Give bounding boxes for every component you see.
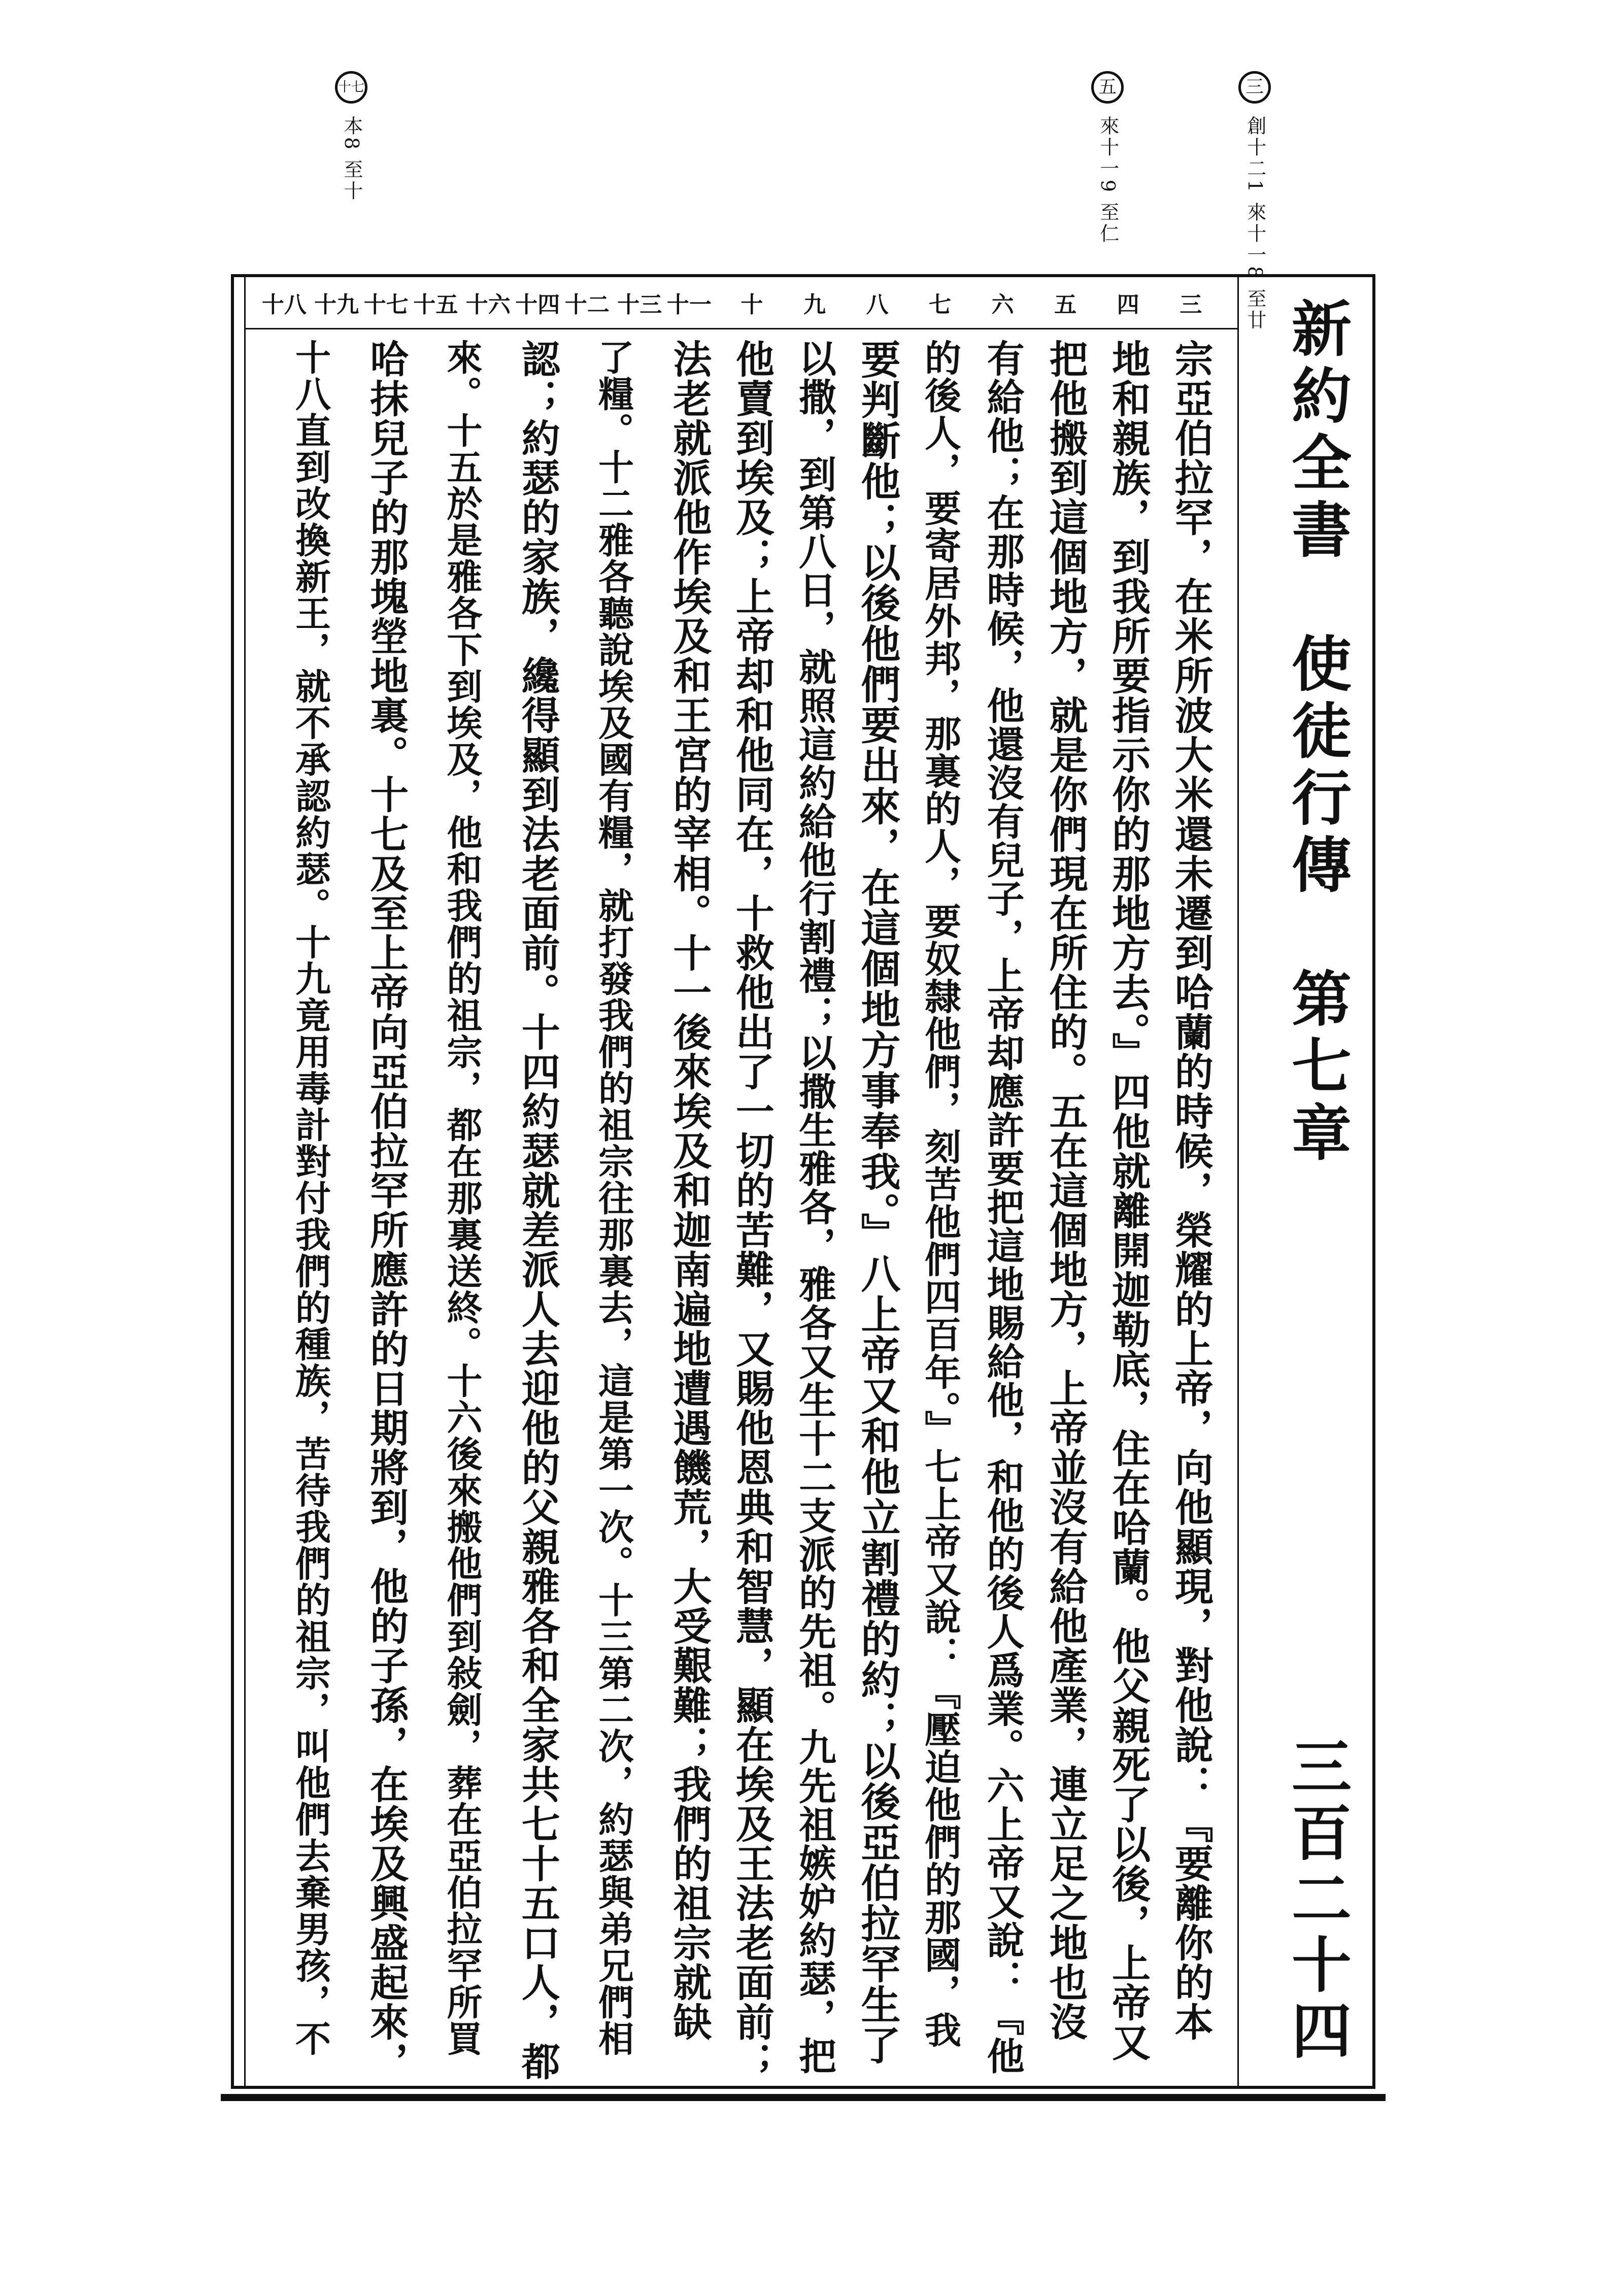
column-text: 哈抹兒子的那塊塋地裏。十七及至上帝向亞伯拉罕所應許的日期將到，他的子孫，在埃及興盛起來， — [363, 339, 409, 2081]
column-text: 認；約瑟的家族，纔得顯到法老面前。十四約瑟就差派人去迎他的父親雅各和全家共七十五口人，都 — [515, 339, 561, 2081]
column-text: 有給他；在那時候，他還沒有兒子，上帝却應許要把這地賜給他，和他的後人爲業。六上帝又說：『他 — [981, 339, 1025, 2075]
verse-number: 五 — [1054, 292, 1077, 318]
column-text: 他賣到埃及；上帝却和他同在，十救他出了一切的苦難，又賜他恩典和智慧，顯在埃及王法老面前； — [729, 339, 775, 2081]
margin-note-middle — [1091, 71, 1124, 245]
verse-number: 十 — [740, 292, 763, 318]
column-text: 地和親族，到我所要指示你的那地方去。』四他就離開迦勒底，住在哈蘭。他父親死了以後，上帝又 — [1105, 339, 1151, 2062]
cross-reference: 來十一9 至仁 — [1096, 116, 1119, 245]
cross-reference: 創十二1 來十一8 至廿 — [1243, 116, 1266, 331]
column-text: 宗亞伯拉罕，在米所波大米還未遷到哈蘭的時候，榮耀的上帝，向他顯現，對他說：『要離你的本 — [1168, 339, 1214, 2042]
text-column — [1159, 277, 1222, 2086]
verse-number: 九 — [803, 292, 826, 318]
text-column — [658, 277, 721, 2086]
text-column — [971, 277, 1034, 2086]
verse-number: 十五 十六 — [413, 292, 511, 318]
column-text: 以撒，到第八日，就照這約給他行割禮；以撒生雅各，雅各又生十二支派的先祖。九先祖嫉妒約瑟，把 — [792, 339, 836, 2075]
text-column — [783, 277, 846, 2086]
text-column — [355, 277, 418, 2086]
page-number: 三百二十四 — [1282, 1736, 1352, 2066]
text-column — [261, 277, 359, 2086]
cross-reference: 本8 至十 — [340, 116, 363, 203]
text-columns — [261, 277, 1222, 2086]
verse-number: 十四 — [515, 292, 560, 318]
circled-reference-mark: 三 — [1238, 71, 1271, 104]
verse-number: 七 — [929, 292, 952, 318]
text-column — [1097, 277, 1160, 2086]
column-text: 十八直到改換新王，就不承認約瑟。十九竟用毒計對付我們的種族，苦待我們的祖宗，叫他們去棄男孩，不 — [289, 339, 332, 2057]
circled-reference-mark: 五 — [1091, 71, 1124, 104]
text-column — [507, 277, 569, 2086]
text-column — [564, 277, 662, 2086]
verse-number: 六 — [991, 292, 1014, 318]
margin-note-left — [335, 71, 367, 202]
column-text: 法老就派他作埃及和王宮的宰相。十一後來埃及和迦南遍地遭遇饑荒，大受艱難；我們的祖宗就缺 — [666, 339, 712, 2042]
verse-number: 三 — [1180, 292, 1202, 318]
text-column — [908, 277, 971, 2086]
running-header — [1271, 297, 1362, 2066]
column-text: 要判斷他；以後他們要出來，在這個地方事奉我。』八上帝又和他立割禮的約；以後亞伯拉罕生了 — [854, 339, 901, 2066]
text-column — [721, 277, 784, 2086]
column-text: 了糧。十二雅各聽說埃及國有糧，就打發我們的祖宗往那裏去，這是第一次。十三第二次，約瑟與弟兄們相 — [592, 339, 635, 2057]
text-column — [846, 277, 909, 2086]
circled-reference-mark: 十七 — [335, 71, 367, 104]
verse-number: 十二 十三 — [564, 292, 662, 318]
text-block — [244, 277, 1239, 2086]
verse-number: 四 — [1117, 292, 1139, 318]
column-text: 來。十五於是雅各下到埃及，他和我們的祖宗，都在那裏送終。十六後來搬他們到敍劍，葬在亞伯拉罕所買 — [441, 339, 484, 2057]
verse-number: 八 — [866, 292, 889, 318]
text-column — [413, 277, 511, 2086]
book-and-chapter-title: 新約全書 使徒行傳 第七章 — [1282, 297, 1352, 1169]
column-text: 把他搬到這個地方，就是你們現在所住的。五在這個地方，上帝並沒有給他產業，連立足之地也沒 — [1043, 339, 1089, 2042]
verse-number: 十一 — [666, 292, 712, 318]
verse-number: 十七 — [363, 292, 409, 318]
column-text: 的後人，要寄居外邦，那裏的人，要奴隸他們，刻苦他們四百年。』七上帝又說：『壓迫他們的那國，我 — [919, 339, 962, 2049]
page-frame — [231, 274, 1375, 2089]
text-column — [1034, 277, 1097, 2086]
verse-number: 十八 十九 — [261, 292, 359, 318]
